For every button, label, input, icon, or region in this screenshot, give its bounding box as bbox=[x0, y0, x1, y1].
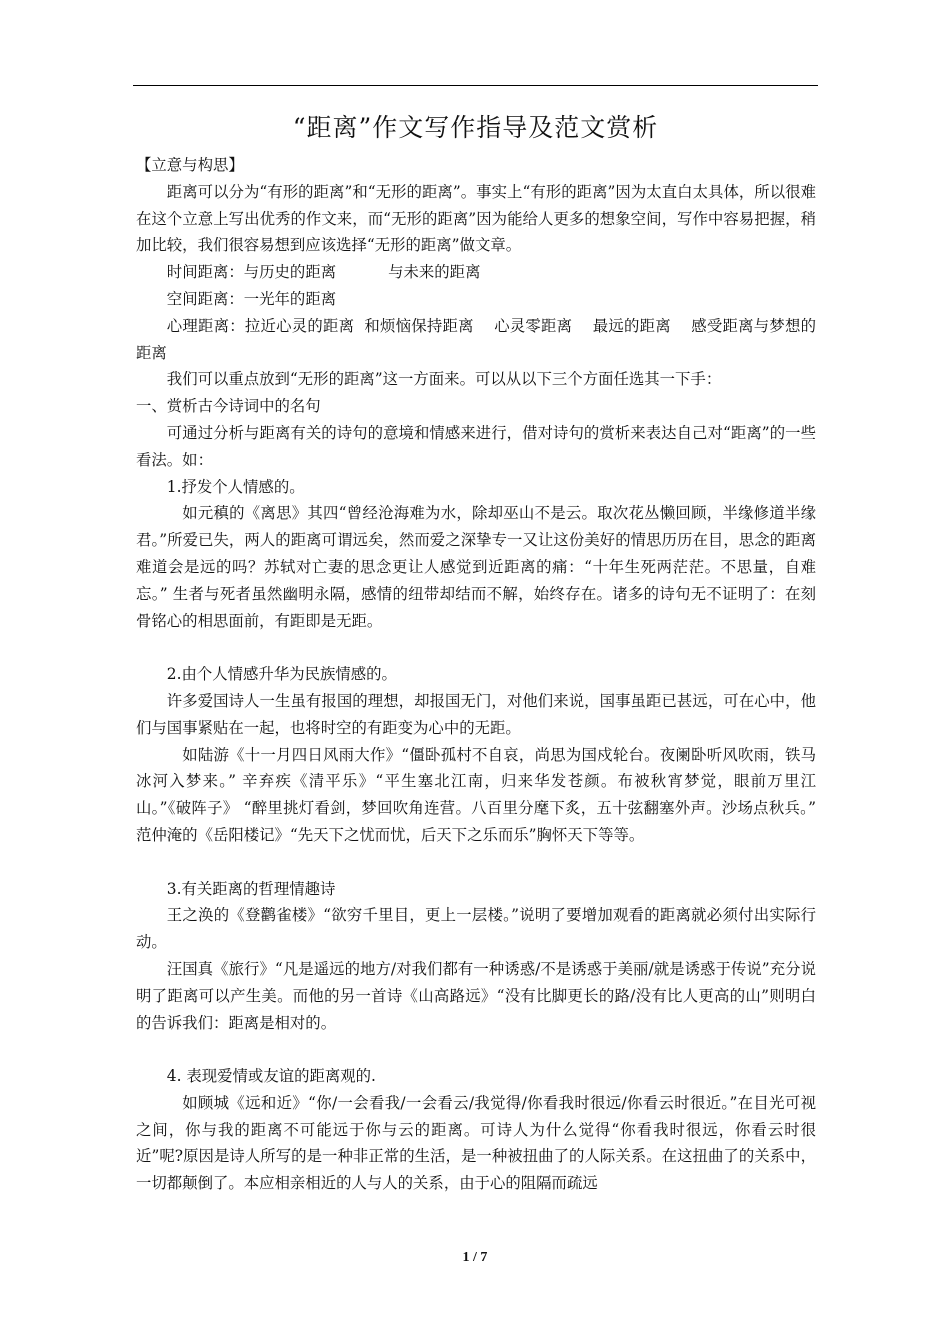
section-heading: 【立意与构思】 bbox=[136, 156, 244, 174]
intro-paragraph: 距离可以分为“有形的距离”和“无形的距离”。事实上“有形的距离”因为太直白太具体，所以很难在这个立意上写出优秀的作文来，而“无形的距离”因为能给人更多的想象空间，写作中容易把握，稍加比较，我们很容易想到应该选择“无形的距离”做文章。 bbox=[136, 182, 816, 255]
page-number: 1 / 7 bbox=[462, 1250, 488, 1265]
sub4-body: 如顾城《远和近》“你/一会看我/一会看云/我觉得/你看我时很远/你看云时很近。”在目光可视之间，你与我的距离不可能远于你与云的距离。可诗人为什么觉得“你看我时很远，你看云时很近”呢?原因是诗人所写的是一种非正常的生活，是一种被扭曲了的人际关系。在这扭曲了的关系中，一切都颠倒了。本应相亲相近的人与人的关系，由于心的阻隔而疏远 bbox=[136, 1093, 816, 1193]
sub3-body1: 王之涣的《登鹳雀楼》“欲穷千里目，更上一层楼。”说明了要增加观看的距离就必须付出实际行动。 bbox=[136, 906, 816, 952]
sub3-heading: 3.有关距离的哲理情趣诗 bbox=[166, 879, 336, 898]
sub3-body2: 汪国真《旅行》“凡是遥远的地方/对我们都有一种诱惑/不是诱惑于美丽/就是诱惑于传说”充分说明了距离可以产生美。而他的另一首诗《山高路远》“没有比脚更长的路/没有比人更高的山”则明白的告诉我们：距离是相对的。 bbox=[136, 959, 816, 1032]
header-rule bbox=[133, 85, 818, 86]
sub2-body2: 如陆游《十一月四日风雨大作》“僵卧孤村不自哀，尚思为国戍轮台。夜阑卧听风吹雨，铁马冰河入梦来。” 辛弃疾《清平乐》“平生塞北江南，归来华发苍颜。布被秋宵梦觉，眼前万里江山。”《破阵子》 “醉里挑灯看剑，梦回吹角连营。八百里分麾下炙，五十弦翻塞外声。沙场点秋兵。” 范仲淹的《岳阳楼记》“先天下之忧而忧，后天下之乐而乐”胸怀天下等等。 bbox=[136, 745, 816, 844]
sub2-heading: 2.由个人情感升华为民族情感的。 bbox=[166, 665, 397, 684]
sub4-heading: 4. 表现爱情或友谊的距离观的. bbox=[166, 1067, 376, 1086]
sub1-body: 如元稹的《离思》其四“曾经沧海难为水，除却巫山不是云。取次花丛懒回顾，半缘修道半缘君。”所爱已失，两人的距离可谓远矣，然而爱之深挚专一又让这份美好的情思历历在目，思念的距离难道会是远的吗？苏轼对亡妻的思念更让人感觉到近距离的痛：“十年生死两茫茫。不思量，自难忘。” 生者与死者虽然幽明永隔，感情的纽带却结而不解，始终存在。诸多的诗句无不证明了：在刻骨铭心的相思面前，有距即是无距。 bbox=[136, 504, 816, 630]
part1-intro: 可通过分析与距离有关的诗句的意境和情感来进行，借对诗句的赏析来表达自己对“距离”的一些看法。如： bbox=[136, 423, 816, 469]
space-distance-line: 空间距离：一光年的距离 bbox=[166, 289, 337, 308]
heart-distance-line: 心理距离：拉近心灵的距离 和烦恼保持距离 心灵零距离 最远的距离 感受距离与梦想的距离 bbox=[136, 316, 816, 362]
spacer bbox=[136, 634, 816, 661]
time-distance-label: 时间距离：与历史的距离 bbox=[166, 263, 337, 282]
time-distance-second: 与未来的距离 bbox=[388, 263, 481, 282]
spacer bbox=[136, 849, 816, 876]
document-title: “距离”作文写作指导及范文赏析 bbox=[292, 113, 659, 142]
focus-paragraph: 我们可以重点放到“无形的距离”这一方面来。可以从以下三个方面任选其一下手： bbox=[166, 370, 722, 389]
part1-heading: 一、赏析古今诗词中的名句 bbox=[136, 397, 321, 416]
spacer bbox=[136, 1036, 816, 1063]
sub2-body1: 许多爱国诗人一生虽有报国的理想，却报国无门，对他们来说，国事虽距已甚远，可在心中，他们与国事紧贴在一起，也将时空的有距变为心中的无距。 bbox=[136, 691, 816, 737]
sub1-heading: 1.抒发个人情感的。 bbox=[166, 477, 305, 496]
time-distance-line bbox=[136, 259, 816, 286]
document-body bbox=[136, 152, 816, 1197]
